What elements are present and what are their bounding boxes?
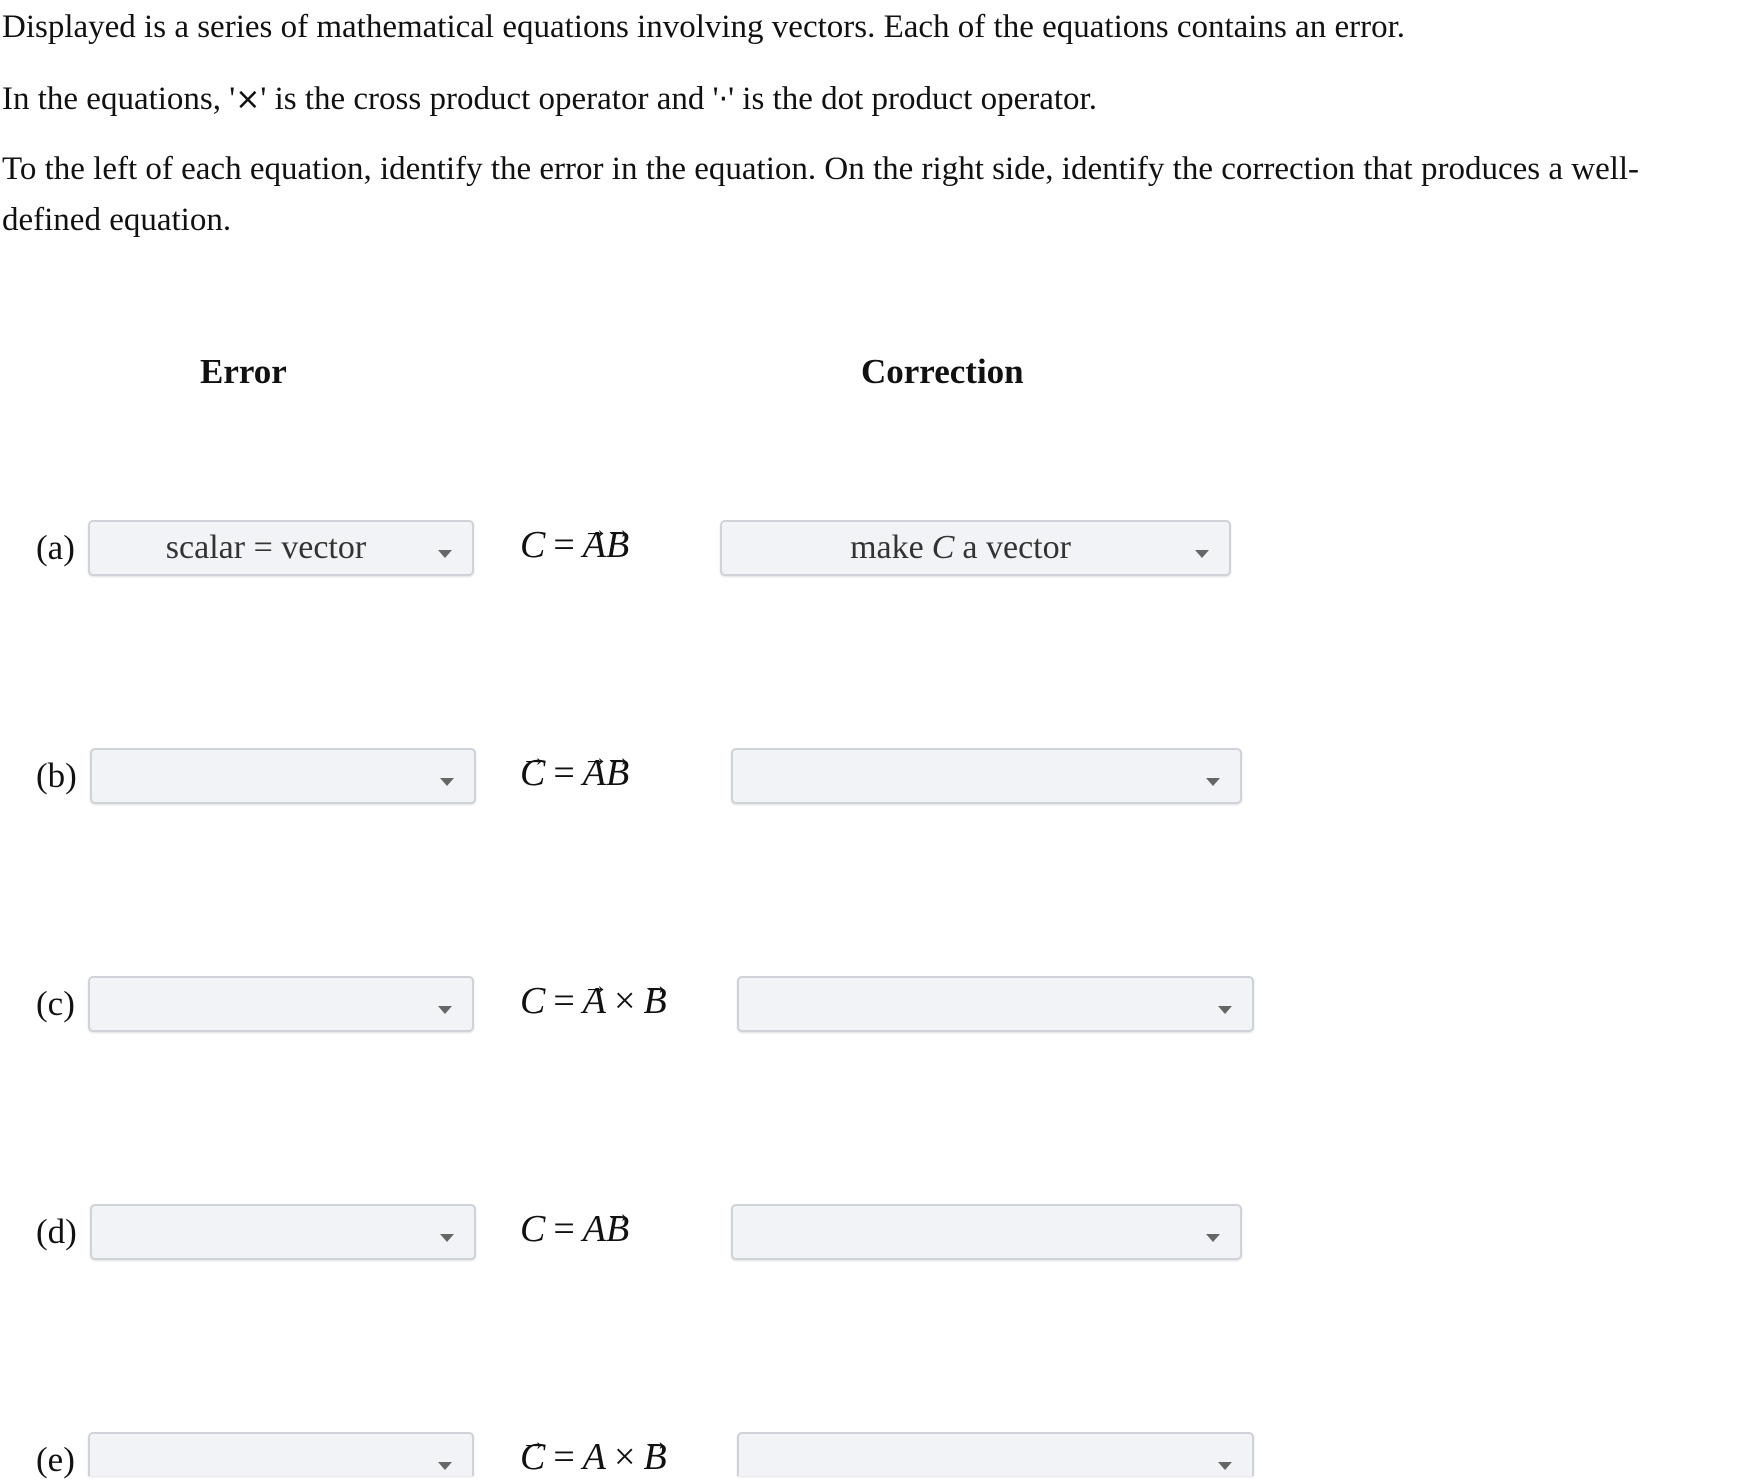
correction-variable: C — [931, 529, 955, 566]
error-dropdown-a-value: scalar = vector — [165, 529, 367, 566]
error-dropdown-d-value — [92, 1206, 444, 1258]
row-label-c: (c) — [36, 984, 75, 1023]
cross-sign: × — [614, 980, 636, 1022]
equation-c — [520, 979, 667, 1023]
error-dropdown-e[interactable] — [88, 1432, 474, 1476]
symbol-c: C — [520, 524, 546, 566]
instruction-text: ' is the dot product operator. — [728, 81, 1097, 117]
instruction-line-1: Displayed is a series of mathematical equations involving vectors. Each of the equations contains an error. — [2, 9, 1405, 45]
correction-dropdown-a[interactable] — [720, 520, 1231, 576]
vector-a: → A — [583, 523, 606, 567]
equation-a — [520, 523, 629, 567]
symbol-a: A — [582, 1436, 607, 1478]
row-label-b: (b) — [36, 756, 77, 795]
equals-sign: = — [553, 1208, 575, 1250]
instruction-text: ' is the cross product operator and ' — [260, 81, 719, 117]
correction-dropdown-b-value — [733, 750, 1210, 802]
error-dropdown-b[interactable] — [90, 748, 476, 804]
symbol-c: C — [520, 1208, 546, 1250]
chevron-down-icon — [438, 1462, 452, 1470]
row-label-e: (e) — [36, 1440, 75, 1479]
instruction-line-3: To the left of each equation, identify the error in the equation. On the right side, identify the correction that produces a well-defined equation. — [2, 151, 1640, 238]
equation-b — [520, 751, 629, 795]
symbol-c: C — [520, 980, 546, 1022]
error-dropdown-a[interactable] — [88, 520, 474, 576]
chevron-down-icon — [440, 1234, 454, 1242]
correction-text: make — [850, 529, 924, 566]
equals-sign: = — [553, 1436, 575, 1478]
correction-dropdown-c-value — [739, 978, 1222, 1030]
error-dropdown-e-value — [90, 1434, 442, 1476]
cross-sign: × — [614, 1436, 636, 1478]
equation-e — [520, 1435, 667, 1479]
chevron-down-icon — [1206, 1234, 1220, 1242]
chevron-down-icon — [1195, 550, 1209, 558]
correction-text: a vector — [962, 529, 1071, 566]
instruction-line-2 — [2, 74, 1732, 125]
correction-dropdown-e-value — [739, 1434, 1222, 1476]
vector-b: → B — [606, 523, 629, 567]
chevron-down-icon — [438, 1006, 452, 1014]
correction-dropdown-d-value — [733, 1206, 1210, 1258]
equals-sign: = — [553, 980, 575, 1022]
chevron-down-icon — [1218, 1006, 1232, 1014]
cross-operator-symbol: × — [235, 82, 261, 117]
correction-dropdown-e[interactable] — [737, 1432, 1254, 1476]
row-label-a: (a) — [36, 528, 75, 567]
vector-b: → B — [643, 1435, 666, 1479]
correction-dropdown-a-value — [722, 522, 1199, 574]
equals-sign: = — [553, 524, 575, 566]
correction-dropdown-b[interactable] — [731, 748, 1242, 804]
error-dropdown-c[interactable] — [88, 976, 474, 1032]
row-label-d: (d) — [36, 1212, 77, 1251]
correction-dropdown-c[interactable] — [737, 976, 1254, 1032]
equation-d — [520, 1207, 629, 1251]
instruction-text: In the equations, ' — [2, 81, 236, 117]
symbol-a: A — [582, 1208, 607, 1250]
vector-b: → B — [606, 1207, 629, 1251]
chevron-down-icon — [1206, 778, 1220, 786]
correction-column-header: Correction — [861, 352, 1024, 391]
error-dropdown-c-value — [90, 978, 442, 1030]
chevron-down-icon — [438, 550, 452, 558]
dot-operator-symbol: · — [718, 82, 729, 117]
vector-b: → B — [606, 751, 629, 795]
vector-c: → C — [520, 751, 545, 795]
chevron-down-icon — [440, 778, 454, 786]
vector-c: → C — [520, 1435, 545, 1479]
chevron-down-icon — [1218, 1462, 1232, 1470]
vector-b: → B — [643, 979, 666, 1023]
equals-sign: = — [553, 752, 575, 794]
error-dropdown-b-value — [92, 750, 444, 802]
vector-a: → A — [583, 751, 606, 795]
correction-dropdown-d[interactable] — [731, 1204, 1242, 1260]
error-dropdown-d[interactable] — [90, 1204, 476, 1260]
vector-a: → A — [583, 979, 606, 1023]
error-column-header: Error — [200, 352, 287, 391]
